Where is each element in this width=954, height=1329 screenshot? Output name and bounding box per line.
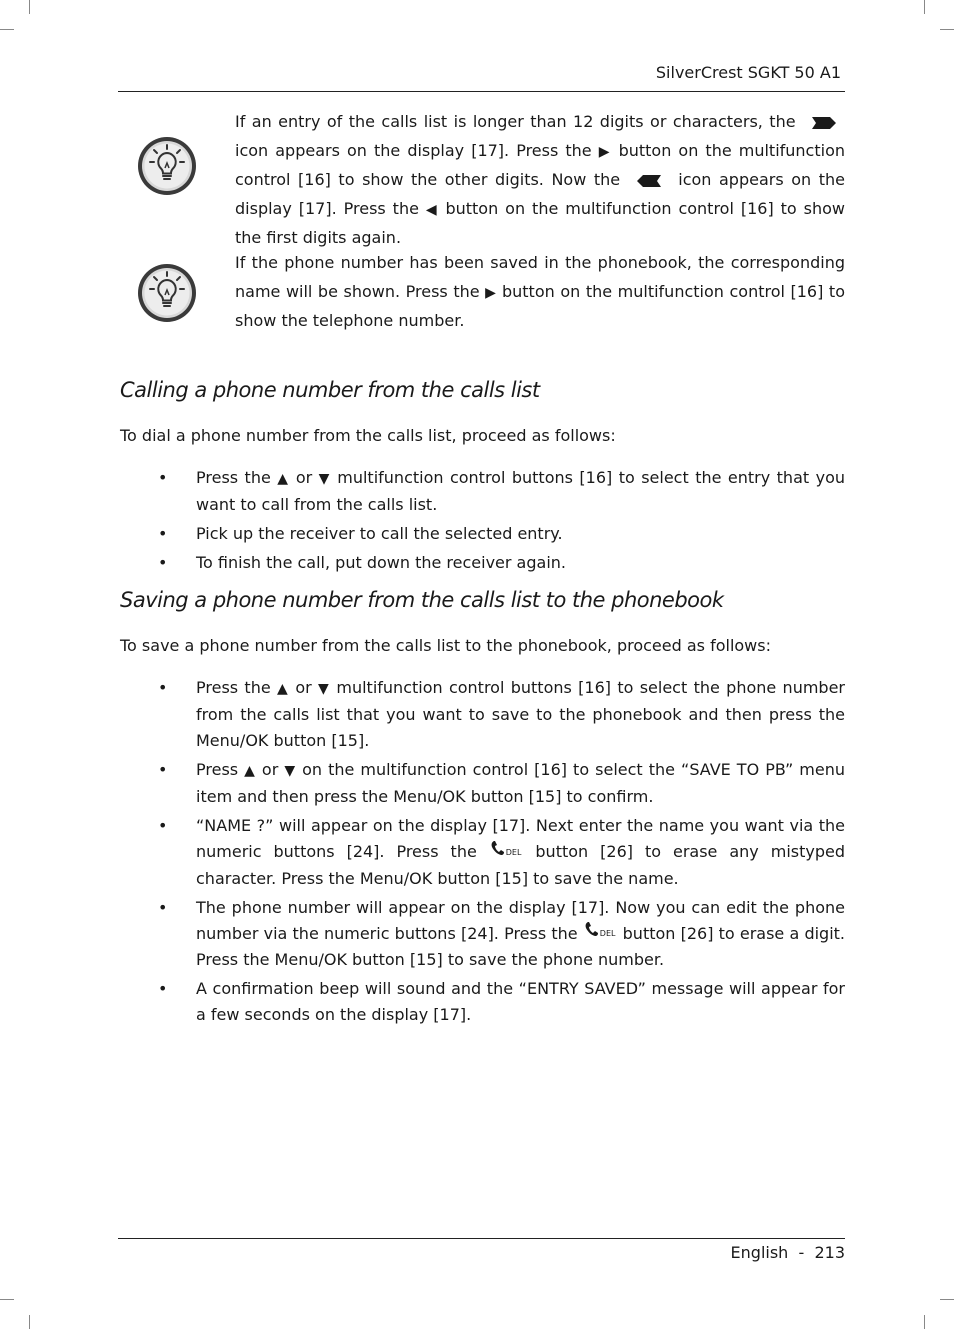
bullet-icon: • (158, 897, 168, 917)
scroll-right-display-icon (810, 116, 837, 130)
page-header-title: SilverCrest SGKT 50 A1 (655, 63, 841, 82)
bullet-icon: • (158, 760, 168, 779)
left-arrow-icon: ◀ (425, 201, 439, 218)
footer-divider (118, 1238, 845, 1239)
bullet-icon: • (158, 524, 168, 543)
section-heading-calling: Calling a phone number from the calls list (120, 378, 540, 402)
down-arrow-icon: ▼ (318, 471, 331, 487)
phone-del-icon: DEL (491, 840, 522, 866)
crop-mark (924, 0, 925, 14)
header-divider (118, 91, 845, 92)
section-intro-saving: To save a phone number from the calls list to the phonebook, proceed as follows: (120, 636, 771, 655)
down-arrow-icon: ▼ (318, 681, 331, 697)
crop-mark (940, 1299, 954, 1300)
steps-list-calling (118, 465, 845, 579)
page-footer (731, 1243, 845, 1262)
tip-note-2 (118, 249, 845, 339)
list-item: • “NAME ?” will appear on the display [17]. Next enter the name you want via the numeric buttons [24]. Press the DEL button [26] to erase any mistyped character. Press the Menu/OK button [15] to save the name. (118, 813, 845, 892)
bullet-icon: • (158, 468, 168, 487)
bullet-icon: • (158, 678, 168, 697)
right-arrow-icon: ▶ (485, 284, 497, 301)
list-item: • Press ▲ or ▼ on the multifunction control [16] to select the “SAVE TO PB” menu item and then press the Menu/OK button [15] to confirm. (118, 757, 845, 810)
bullet-icon: • (158, 979, 168, 998)
lightbulb-icon (136, 135, 198, 197)
crop-mark (0, 1299, 14, 1300)
footer-separator: - (798, 1243, 805, 1262)
crop-mark (0, 29, 14, 30)
bullet-icon: • (158, 816, 168, 835)
list-item: • Press the ▲ or ▼ multifunction control buttons [16] to select the entry that you want to call from the calls list. (118, 465, 845, 518)
tip-note-1 (118, 108, 846, 247)
up-arrow-icon: ▲ (244, 763, 256, 779)
steps-list-saving (118, 675, 845, 1031)
crop-mark (29, 1315, 30, 1329)
lightbulb-icon (136, 262, 198, 324)
list-item: • A confirmation beep will sound and the “ENTRY SAVED” message will appear for a few seconds on the display [17]. (118, 976, 845, 1028)
up-arrow-icon: ▲ (277, 471, 290, 487)
down-arrow-icon: ▼ (284, 763, 297, 779)
up-arrow-icon: ▲ (277, 681, 290, 697)
right-arrow-icon: ▶ (598, 143, 612, 160)
phone-del-icon: DEL (585, 921, 616, 947)
tip-text-1: If an entry of the calls list is longer than 12 digits or characters, the icon appears on the display [17]. Press the ▶ button on the multifunction control [16] to show the other digits. Now the icon appears on the display [17]. Press the ◀ button on the multifunction control [16] to show the first digits again. (235, 112, 846, 247)
crop-mark (940, 29, 954, 30)
scroll-left-display-icon (636, 174, 663, 188)
list-item: • Press the ▲ or ▼ multifunction control buttons [16] to select the phone number from the calls list that you want to save to the phonebook and then press the Menu/OK button [15]. (118, 675, 845, 754)
list-item: • Pick up the receiver to call the selected entry. (118, 521, 845, 547)
section-heading-saving: Saving a phone number from the calls list to the phonebook (120, 588, 724, 612)
section-intro-calling: To dial a phone number from the calls list, proceed as follows: (120, 426, 616, 445)
page-number: 213 (814, 1243, 845, 1262)
crop-mark (924, 1315, 925, 1329)
footer-language: English (730, 1243, 789, 1262)
list-item: • To finish the call, put down the receiver again. (118, 550, 845, 576)
crop-mark (29, 0, 30, 14)
tip-text-2: If the phone number has been saved in the phonebook, the corresponding name will be shown. Press the ▶ button on the multifunction control [16] to show the telephone number. (235, 253, 845, 330)
list-item: • The phone number will appear on the display [17]. Now you can edit the phone number via the numeric buttons [24]. Press the DEL button [26] to erase a digit. Press the Menu/OK button [15] to save the phone number. (118, 895, 845, 974)
bullet-icon: • (158, 553, 168, 572)
